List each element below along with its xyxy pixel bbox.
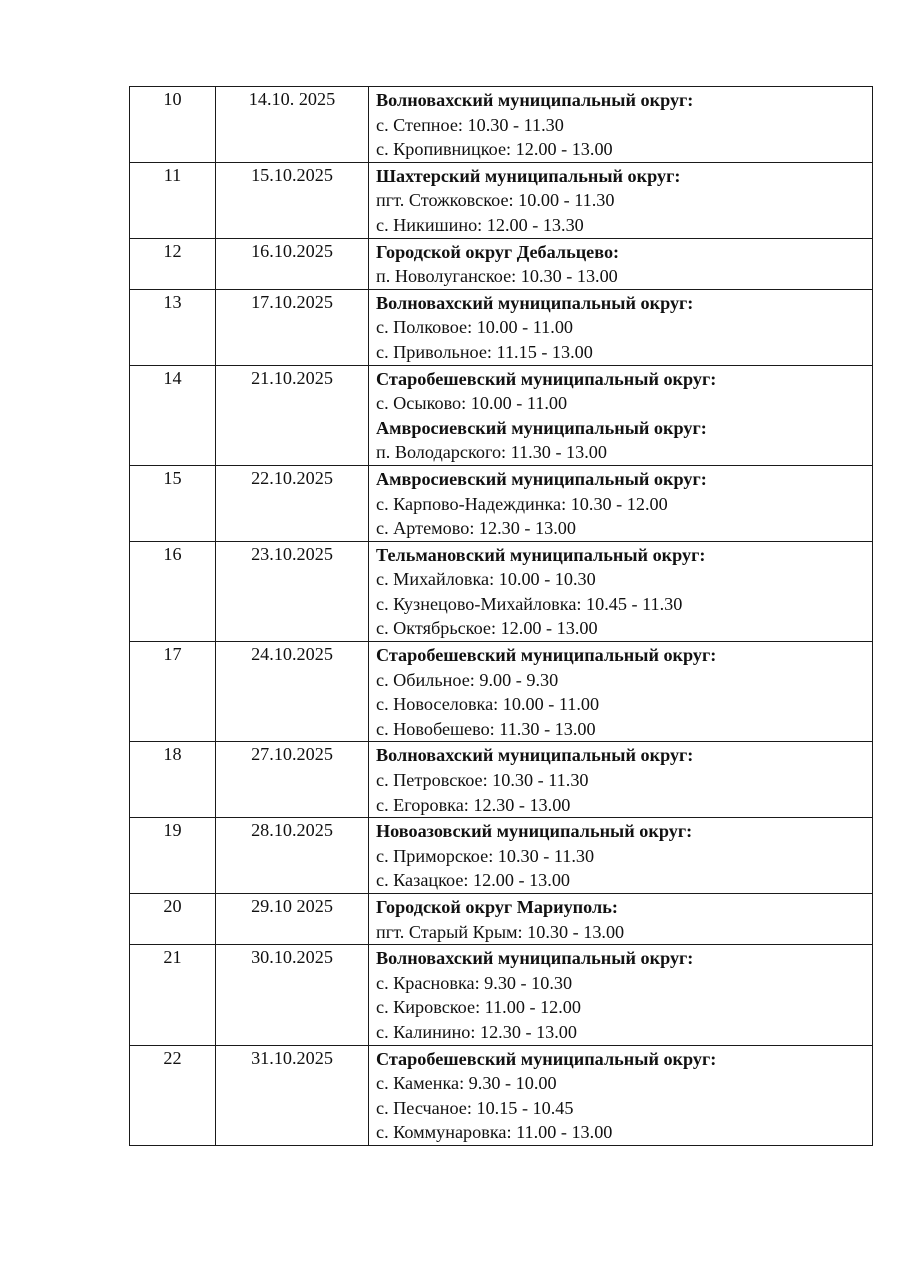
table-row [130,87,873,163]
district-heading: Городской округ Мариуполь: [376,897,618,917]
settlement-time: с. Приморское: 10.30 - 11.30 [376,845,595,866]
district-heading: Волновахский муниципальный округ: [376,292,694,313]
settlement-time: с. Коммунаровка: 11.00 - 13.00 [376,1122,613,1143]
row-details [369,289,873,365]
row-details [369,945,873,1045]
district-heading: Старобешевский муниципальный округ: [376,645,717,666]
row-date: 28.10.2025 [216,818,369,894]
row-date: 30.10.2025 [216,945,369,1045]
settlement-time: с. Степное: 10.30 - 11.30 [376,114,564,135]
row-details [369,742,873,818]
settlement-time: с. Полковое: 10.00 - 11.00 [376,317,574,338]
district-heading: Тельмановский муниципальный округ: [376,544,706,565]
district-heading: Новоазовский муниципальный округ: [376,821,693,842]
row-details [369,365,873,465]
table-row [130,642,873,742]
row-date: 23.10.2025 [216,541,369,641]
settlement-time: с. Калинино: 12.30 - 13.00 [376,1021,577,1042]
settlement-time: с. Кропивницкое: 12.00 - 13.00 [376,139,613,160]
district-heading: Амвросиевский муниципальный округ: [376,468,707,489]
district-heading: Старобешевский муниципальный округ: [376,368,717,389]
settlement-time: п. Володарского: 11.30 - 13.00 [376,442,607,463]
district-heading: Волновахский муниципальный округ: [376,745,694,766]
row-number: 13 [130,289,216,365]
settlement-time: с. Песчаное: 10.15 - 10.45 [376,1097,574,1118]
row-details [369,818,873,894]
row-date: 24.10.2025 [216,642,369,742]
row-date: 21.10.2025 [216,365,369,465]
row-number: 12 [130,238,216,289]
row-number: 21 [130,945,216,1045]
row-details [369,87,873,163]
settlement-time: с. Артемово: 12.30 - 13.00 [376,518,576,539]
table-row [130,1045,873,1145]
table-row [130,238,873,289]
row-details [369,238,873,289]
district-heading: Городской округ Дебальцево: [376,241,620,262]
settlement-time: с. Красновка: 9.30 - 10.30 [376,972,573,993]
row-details [369,642,873,742]
row-date: 27.10.2025 [216,742,369,818]
settlement-time: с. Карпово-Надеждинка: 10.30 - 12.00 [376,493,668,514]
row-details [369,162,873,238]
schedule-table [129,86,873,1146]
settlement-time: с. Петровское: 10.30 - 11.30 [376,770,589,791]
row-date: 31.10.2025 [216,1045,369,1145]
settlement-time: с. Михайловка: 10.00 - 10.30 [376,569,596,590]
settlement-time: пгт. Старый Крым: 10.30 - 13.00 [376,921,625,942]
table-row [130,945,873,1045]
row-number: 20 [130,894,216,945]
settlement-time: п. Новолуганское: 10.30 - 13.00 [376,266,618,287]
settlement-time: с. Кузнецово-Михайловка: 10.45 - 11.30 [376,593,683,614]
settlement-time: с. Казацкое: 12.00 - 13.00 [376,870,571,891]
row-details [369,465,873,541]
table-row [130,365,873,465]
settlement-time: с. Новоселовка: 10.00 - 11.00 [376,694,600,715]
settlement-time: пгт. Стожковское: 10.00 - 11.30 [376,190,615,211]
row-number: 17 [130,642,216,742]
settlement-time: с. Кировское: 11.00 - 12.00 [376,997,581,1018]
table-row [130,818,873,894]
table-row [130,742,873,818]
row-date: 16.10.2025 [216,238,369,289]
district-heading: Амвросиевский муниципальный округ: [376,417,707,438]
row-date: 17.10.2025 [216,289,369,365]
district-heading: Волновахский муниципальный округ: [376,948,694,969]
row-number: 14 [130,365,216,465]
row-date: 14.10. 2025 [216,87,369,163]
row-number: 22 [130,1045,216,1145]
settlement-time: с. Новобешево: 11.30 - 13.00 [376,718,596,739]
row-number: 11 [130,162,216,238]
schedule-table-body [130,87,873,1146]
settlement-time: с. Обильное: 9.00 - 9.30 [376,669,559,690]
table-row [130,894,873,945]
table-row [130,289,873,365]
row-number: 15 [130,465,216,541]
row-date: 29.10 2025 [216,894,369,945]
settlement-time: с. Егоровка: 12.30 - 13.00 [376,794,571,815]
table-row [130,541,873,641]
district-heading: Волновахский муниципальный округ: [376,90,694,110]
settlement-time: с. Октябрьское: 12.00 - 13.00 [376,618,598,639]
district-heading: Шахтерский муниципальный округ: [376,165,681,186]
row-date: 15.10.2025 [216,162,369,238]
table-row [130,162,873,238]
settlement-time: с. Каменка: 9.30 - 10.00 [376,1073,557,1094]
table-row [130,465,873,541]
district-heading: Старобешевский муниципальный округ: [376,1048,717,1069]
row-details [369,1045,873,1145]
row-number: 19 [130,818,216,894]
settlement-time: с. Привольное: 11.15 - 13.00 [376,341,593,362]
row-number: 10 [130,87,216,163]
row-number: 18 [130,742,216,818]
row-details [369,541,873,641]
settlement-time: с. Никишино: 12.00 - 13.30 [376,214,584,235]
settlement-time: с. Осыково: 10.00 - 11.00 [376,393,568,414]
row-number: 16 [130,541,216,641]
row-details [369,894,873,945]
row-date: 22.10.2025 [216,465,369,541]
